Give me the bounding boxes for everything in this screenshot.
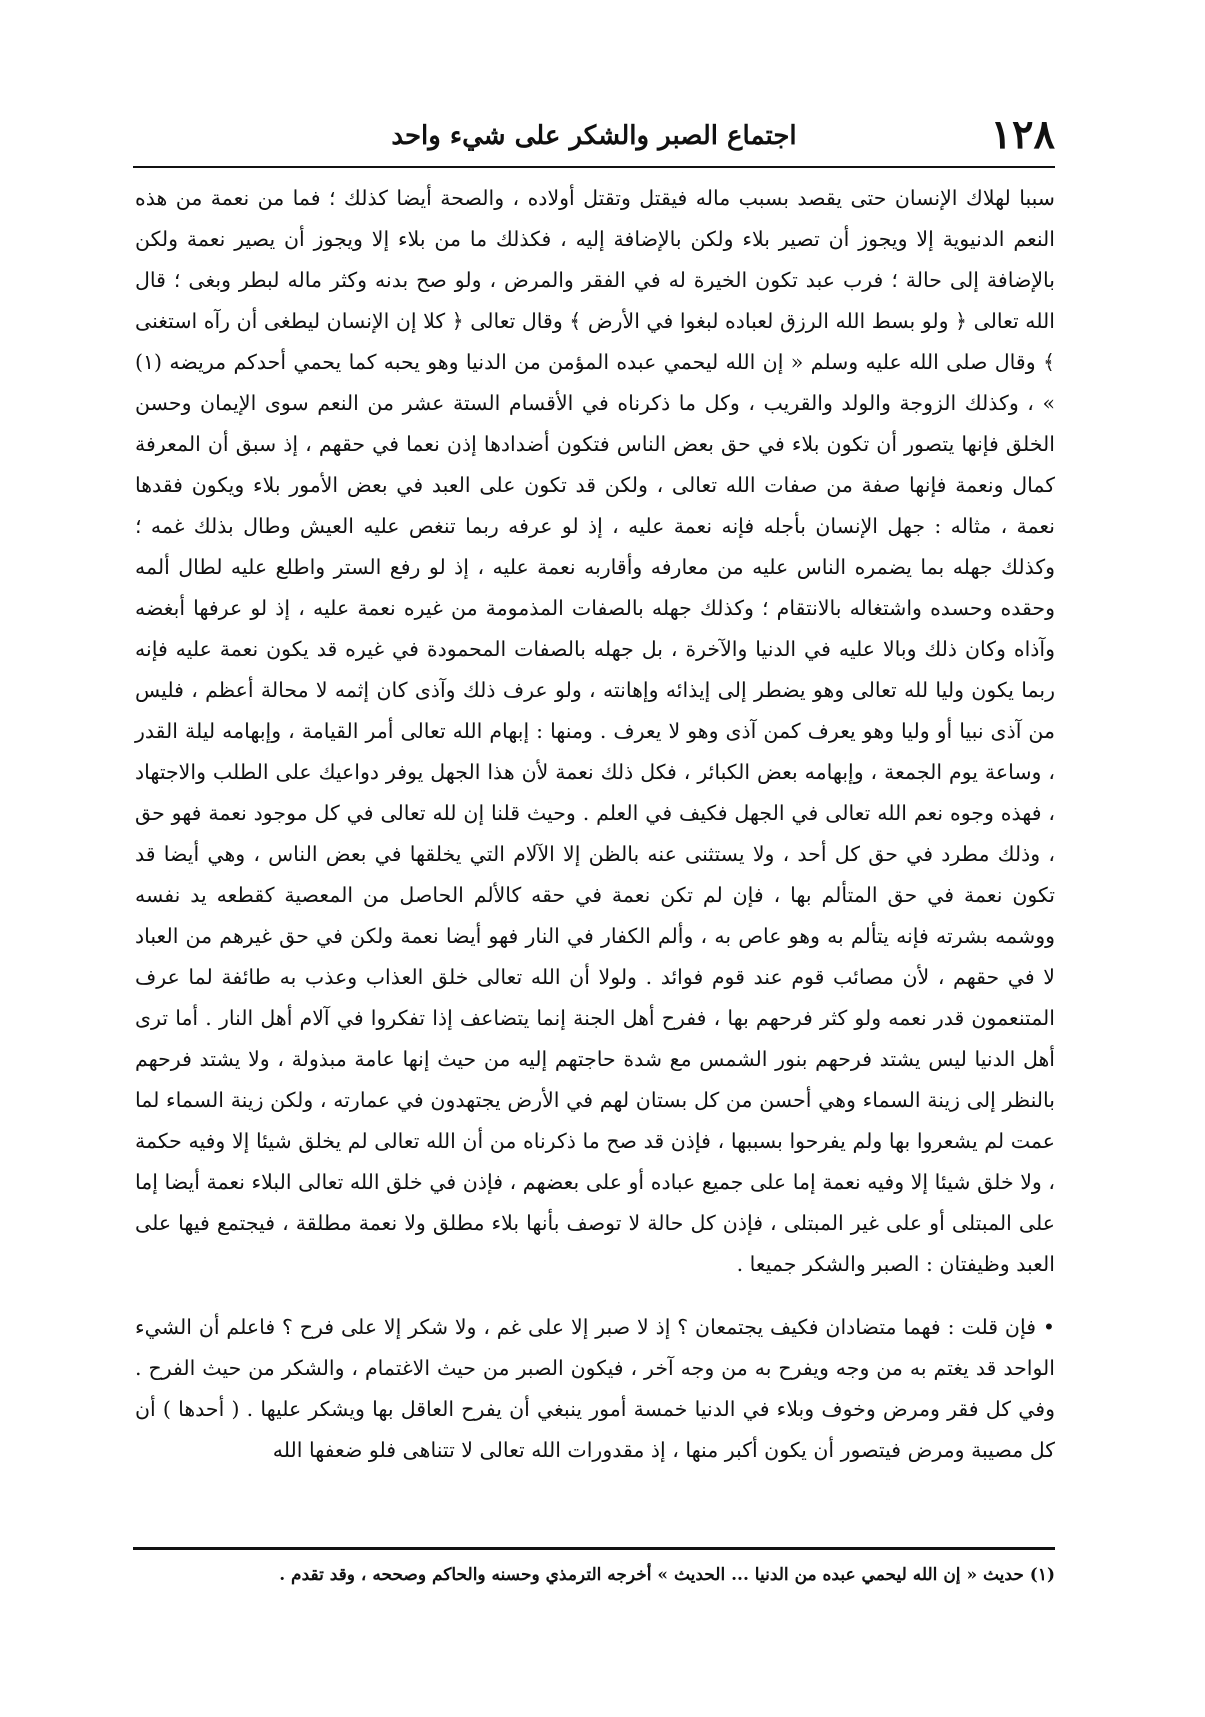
main-text xyxy=(135,178,1055,1471)
footnote-divider xyxy=(133,1547,1055,1550)
page-number: ١٢٨ xyxy=(990,111,1055,158)
footnote: (١) حديث « إن الله ليحمي عبده من الدنيا ... الحديث » أخرجه الترمذي وحسنه والحاكم وصححه ، وقد تقدم . xyxy=(279,1565,1055,1585)
running-title: اجتماع الصبر والشكر على شيء واحد xyxy=(391,121,797,151)
paragraph-2: • فإن قلت : فهما متضادان فكيف يجتمعان ؟ إذ لا صبر إلا على غم ، ولا شكر إلا على فرح ؟ فاعلم أن الشيء الواحد قد يغتم به من وجه ويفرح به من وجه آخر ، فيكون الصبر من حيث الاغتمام ، والشكر من حيث الفرح . وفي كل فقر ومرض وخوف وبلاء في الدنيا خمسة أمور ينبغي أن يفرح العاقل بها ويشكر عليها . ( أحدها ) أن كل مصيبة ومرض فيتصور أن يكون أكبر منها ، إذ مقدورات الله تعالى لا تتناهى فلو ضعفها الله xyxy=(135,1315,1055,1462)
paragraph-1: سببا لهلاك الإنسان حتى يقصد بسبب ماله فيقتل وتقتل أولاده ، والصحة أيضا كذلك ؛ فما من نعمة من هذه النعم الدنيوية إلا ويجوز أن تصير بلاء ولكن بالإضافة إليه ، فكذلك ما من بلاء إلا ويجوز أن يصير نعمة ولكن بالإضافة إلى حالة ؛ فرب عبد تكون الخيرة له في الفقر والمرض ، ولو صح بدنه وكثر ماله لبطر وبغى ؛ قال الله تعالى ﴿ ولو بسط الله الرزق لعباده لبغوا في الأرض ﴾ وقال تعالى ﴿ كلا إن الإنسان ليطغى أن رآه استغنى ﴾ وقال صلى الله عليه وسلم « إن الله ليحمي عبده المؤمن من الدنيا وهو يحبه كما يحمي أحدكم مريضه (١) » ، وكذلك الزوجة والولد والقريب ، وكل ما ذكرناه في الأقسام الستة عشر من النعم سوى الإيمان وحسن الخلق فإنها يتصور أن تكون بلاء في حق بعض الناس فتكون أضدادها إذن نعما في حقهم ، إذ سبق أن المعرفة كمال ونعمة فإنها صفة من صفات الله تعالى ، ولكن قد تكون على العبد في بعض الأمور بلاء ويكون فقدها نعمة ، مثاله : جهل الإنسان بأجله فإنه نعمة عليه ، إذ لو عرفه ربما تنغص عليه العيش وطال بذلك غمه ؛ وكذلك جهله بما يضمره الناس عليه من معارفه وأقاربه نعمة عليه ، إذ لو رفع الستر واطلع عليه لطال ألمه وحقده وحسده واشتغاله بالانتقام ؛ وكذلك جهله بالصفات المذمومة من غيره نعمة عليه ، إذ لو عرفها أبغضه وآذاه وكان ذلك وبالا عليه في الدنيا والآخرة ، بل جهله بالصفات المحمودة في غيره قد يكون نعمة عليه فإنه ربما يكون وليا لله تعالى وهو يضطر إلى إيذائه وإهانته ، ولو عرف ذلك وآذى كان إثمه لا محالة أعظم ، فليس من آذى نبيا أو وليا وهو يعرف كمن آذى وهو لا يعرف . ومنها : إبهام الله تعالى أمر القيامة ، وإبهامه ليلة القدر ، وساعة يوم الجمعة ، وإبهامه بعض الكبائر ، فكل ذلك نعمة لأن هذا الجهل يوفر دواعيك على الطلب والاجتهاد ، فهذه وجوه نعم الله تعالى في الجهل فكيف في العلم . وحيث قلنا إن لله تعالى في كل موجود نعمة فهو حق ، وذلك مطرد في حق كل أحد ، ولا يستثنى عنه بالظن إلا الآلام التي يخلقها في بعض الناس ، وهي أيضا قد تكون نعمة في حق المتألم بها ، فإن لم تكن نعمة في حقه كالألم الحاصل من المعصية كقطعه يد نفسه ووشمه بشرته فإنه يتألم به وهو عاص به ، وألم الكفار في النار فهو أيضا نعمة ولكن في حق غيرهم من العباد لا في حقهم ، لأن مصائب قوم عند قوم فوائد . ولولا أن الله تعالى خلق العذاب وعذب به طائفة لما عرف المتنعمون قدر نعمه ولو كثر فرحهم بها ، ففرح أهل الجنة إنما يتضاعف إذا تفكروا في آلام أهل النار . أما ترى أهل الدنيا ليس يشتد فرحهم بنور الشمس مع شدة حاجتهم إليه من حيث إنها عامة مبذولة ، ولا يشتد فرحهم بالنظر إلى زينة السماء وهي أحسن من كل بستان لهم في الأرض يجتهدون في عمارته ، ولكن زينة السماء لما عمت لم يشعروا بها ولم يفرحوا بسببها ، فإذن قد صح ما ذكرناه من أن الله تعالى لم يخلق شيئا إلا وفيه حكمة ، ولا خلق شيئا إلا وفيه نعمة إما على جميع عباده أو على بعضهم ، فإذن في خلق الله تعالى البلاء نعمة أيضا إما على المبتلى أو على غير المبتلى ، فإذن كل حالة لا توصف بأنها بلاء مطلق ولا نعمة مطلقة ، فيجتمع فيها على العبد وظيفتان : الصبر والشكر جميعا . xyxy=(135,186,1055,1276)
page-header xyxy=(133,110,1055,166)
header-divider xyxy=(133,166,1055,168)
